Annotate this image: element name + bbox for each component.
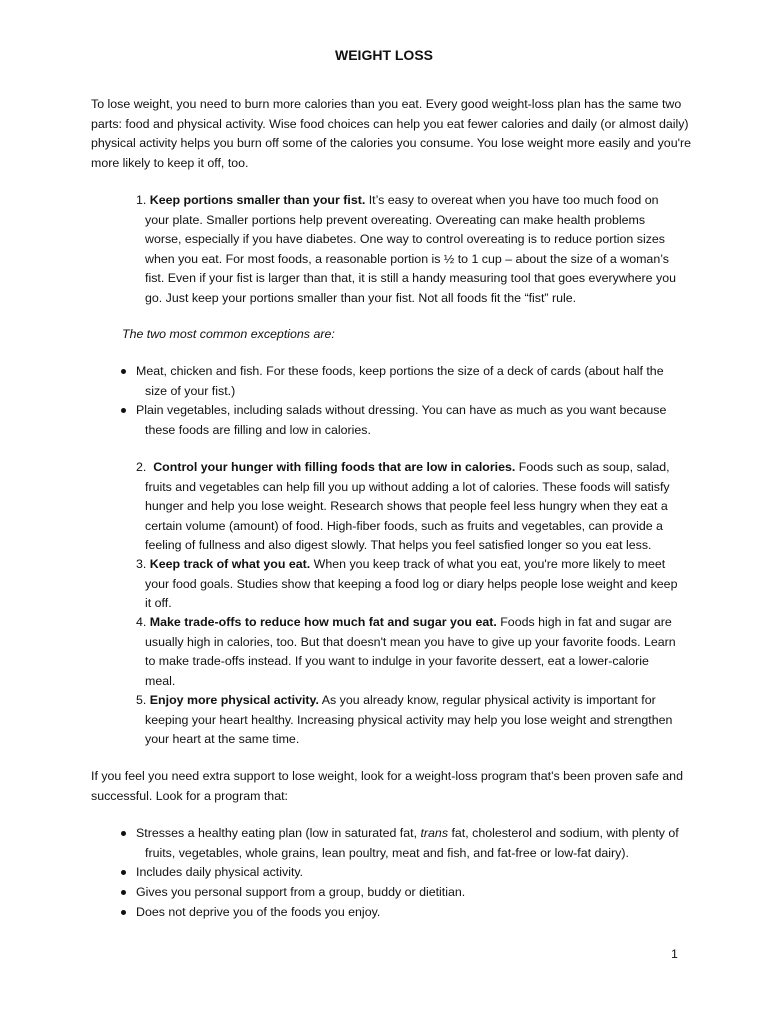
bullet-text: Includes daily physical activity. [136, 865, 304, 879]
item-text: It’s easy to overeat when you have too much food on your plate. Smaller portions help prevent overeating. Overeating can make health problems worse, especially if you have diabetes. One way to control overeating is to reduce portion sizes when you eat. For most foods, a reasonable portion is ½ to 1 cup – about the size of a woman’s fist. Even if your fist is larger than that, it is still a handy measuring tool that goes everywhere you go. Just keep your portions smaller than your fist. Not all foods fit the “fist” rule. [145, 193, 676, 305]
bullet-text: fat, cholesterol and sodium, with plenty of fruits, vegetables, whole grains, lean poultry, meat and fish, and fat-free or low-fat dairy). [145, 826, 679, 860]
item-number: 5. [136, 693, 147, 707]
program-bullet-4 [121, 903, 681, 923]
bullet-text: Does not deprive you of the foods you enjoy. [136, 905, 381, 919]
bullet-italic-text: trans [420, 826, 449, 840]
list-item-4 [121, 613, 681, 691]
item-number: 3. [136, 557, 147, 571]
bullet-text: Gives you personal support from a group, buddy or dietitian. [136, 885, 466, 899]
item-heading: Keep track of what you eat. [149, 557, 311, 571]
program-bullet-2 [121, 863, 681, 883]
bullet-icon [121, 408, 126, 413]
list-item-3 [121, 555, 681, 614]
item-number: 4. [136, 615, 147, 629]
program-intro: If you feel you need extra support to lose weight, look for a weight-loss program that's been proven safe and successful. Look for a program that: [91, 769, 683, 803]
item-text: Foods such as soup, salad, fruits and vegetables can help fill you up without adding a lot of calories. These foods will satisfy hunger and help you lose weight. Research shows that people feel less hungry when they eat a certain volume (amount) of food. High-fiber foods, such as fruits and vegetables, can provide a feeling of fullness and also digest slowly. That helps you feel satisfied longer so you eat less. [145, 460, 670, 552]
bullet-text: Meat, chicken and fish. For these foods, keep portions the size of a deck of cards (about half the size of your fist.) [136, 364, 664, 398]
item-heading: Control your hunger with filling foods that are low in calories. [153, 460, 516, 474]
list-item-2 [121, 458, 681, 556]
program-bullet-3 [121, 883, 681, 903]
intro-paragraph: To lose weight, you need to burn more calories than you eat. Every good weight-loss plan has the same two parts: food and physical activity. Wise food choices can help you eat fewer calories and daily (or almost daily) physical activity helps you burn off some of the calories you consume. You lose weight more easily and you're more likely to keep it off, too. [91, 97, 691, 170]
item-number: 2. [136, 460, 147, 474]
bullet-icon [121, 910, 126, 915]
item-text: As you already know, regular physical activity is important for keeping your heart healthy. Increasing physical activity may help you lose weight and strengthen your heart at the same time. [145, 693, 673, 746]
bullet-icon [121, 890, 126, 895]
bullet-icon [121, 369, 126, 374]
page-number: 1 [671, 947, 678, 961]
bullet-icon [121, 831, 126, 836]
exception-bullet-1 [121, 362, 681, 401]
bullet-text: Plain vegetables, including salads without dressing. You can have as much as you want because these foods are filling and low in calories. [136, 403, 667, 437]
item-heading: Enjoy more physical activity. [149, 693, 319, 707]
item-text: When you keep track of what you eat, you're more likely to meet your food goals. Studies show that keeping a food log or diary helps people lose weight and keep it off. [145, 557, 678, 610]
program-bullet-1 [121, 824, 681, 863]
exception-bullet-2 [121, 401, 681, 440]
page-title: WEIGHT LOSS [335, 47, 433, 63]
bullet-text: Stresses a healthy eating plan (low in saturated fat, [136, 826, 421, 840]
bullet-icon [121, 870, 126, 875]
item-heading: Make trade-offs to reduce how much fat and sugar you eat. [149, 615, 497, 629]
list-item-5 [121, 691, 681, 750]
item-heading: Keep portions smaller than your fist. [149, 193, 366, 207]
list-item-1 [121, 191, 681, 308]
item-number: 1. [136, 193, 147, 207]
item-text: Foods high in fat and sugar are usually high in calories, too. But that doesn't mean you have to give up your favorite foods. Learn to make trade-offs instead. If you want to indulge in your favorite dessert, eat a lower-calorie meal. [145, 615, 676, 688]
exceptions-label: The two most common exceptions are: [122, 327, 335, 341]
